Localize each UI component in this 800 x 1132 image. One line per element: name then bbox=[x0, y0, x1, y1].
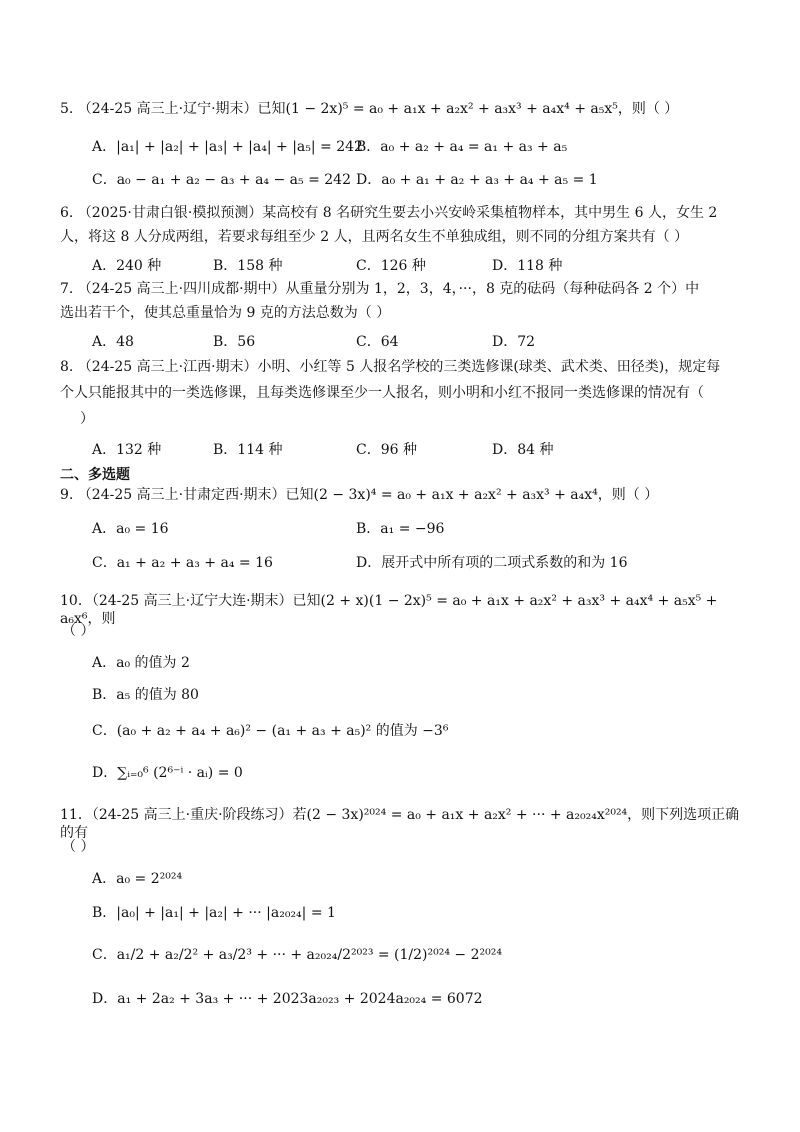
q7-stem-line1: 7. （24-25 高三上·四川成都·期中）从重量分别为 1，2，3，4，···，8 克的砝码（每种砝码各 2 个）中 bbox=[60, 281, 700, 297]
q11-option-b: B．|a₀| + |a₁| + |a₂| + ··· |a₂₀₂₄| = 1 bbox=[92, 905, 336, 921]
q8-stem-line2: 个人只能报其中的一类选修课，且每类选修课至少一人报名，则小明和小红不报同一类选修课的情况有（ bbox=[60, 385, 704, 401]
q9-option-d: D．展开式中所有项的二项式系数的和为 16 bbox=[356, 555, 628, 571]
q11-option-d: D．a₁ + 2a₂ + 3a₃ + ··· + 2023a₂₀₂₃ + 2024a₂₀₂₄ = 6072 bbox=[92, 991, 483, 1007]
q10-option-b: B．a₅ 的值为 80 bbox=[92, 687, 199, 703]
q11-option-a: A．a₀ = 2²⁰²⁴ bbox=[92, 871, 183, 887]
q6-option-c: C．126 种 bbox=[356, 258, 426, 274]
q5-option-d: D．a₀ + a₁ + a₂ + a₃ + a₄ + a₅ = 1 bbox=[356, 172, 598, 188]
section-title-multiple-choice: 二、多选题 bbox=[60, 467, 130, 483]
q5-option-c: C．a₀ − a₁ + a₂ − a₃ + a₄ − a₅ = 242 bbox=[92, 172, 351, 188]
q5-option-a: A．|a₁| + |a₂| + |a₃| + |a₄| + |a₅| = 242 bbox=[92, 139, 363, 155]
q6-option-a: A．240 种 bbox=[92, 258, 162, 274]
q6-stem-line2: 人，将这 8 人分成两组，若要求每组至少 2 人，且两名女生不单独成组，则不同的分组方案共有（ ） bbox=[60, 229, 689, 245]
q10-stem-line1: 10．（24-25 高三上·辽宁大连·期末）已知(2 + x)(1 − 2x)⁵ = a₀ + a₁x + a₂x² + a₃x³ + a₄x⁴ + a₅x⁵ + a₆x⁶，则 bbox=[60, 593, 718, 628]
q5-option-b: B．a₀ + a₂ + a₄ = a₁ + a₃ + a₅ bbox=[356, 139, 568, 155]
q7-option-d: D．72 bbox=[492, 334, 536, 350]
q8-stem-line3: ） bbox=[80, 411, 94, 427]
q11-stem-line1: 11．（24-25 高三上·重庆·阶段练习）若(2 − 3x)²⁰²⁴ = a₀ + a₁x + a₂x² + ··· + a₂₀₂₄x²⁰²⁴，则下列选项正确的有 bbox=[60, 807, 740, 842]
q9-stem: 9. （24-25 高三上·甘肃定西·期末）已知(2 − 3x)⁴ = a₀ + a₁x + a₂x² + a₃x³ + a₄x⁴，则（ ） bbox=[60, 487, 659, 503]
q6-option-b: B．158 种 bbox=[213, 258, 283, 274]
q10-option-d: D．∑ᵢ₌₀⁶ (2⁶⁻ⁱ · aᵢ) = 0 bbox=[92, 765, 243, 781]
q7-option-c: C．64 bbox=[356, 334, 399, 350]
q7-option-a: A．48 bbox=[92, 334, 134, 350]
q11-option-c: C．a₁/2 + a₂/2² + a₃/2³ + ··· + a₂₀₂₄/2²⁰²³ = (1/2)²⁰²⁴ − 2²⁰²⁴ bbox=[92, 947, 502, 963]
q9-option-a: A．a₀ = 16 bbox=[92, 521, 169, 537]
q6-option-d: D．118 种 bbox=[492, 258, 563, 274]
q10-option-a: A．a₀ 的值为 2 bbox=[92, 655, 190, 671]
q8-option-a: A．132 种 bbox=[92, 442, 162, 458]
q10-stem-line2: （ ） bbox=[62, 623, 95, 639]
q6-stem-line1: 6. （2025·甘肃白银·模拟预测）某高校有 8 名研究生要去小兴安岭采集植物样本，其中男生 6 人，女生 2 bbox=[60, 205, 718, 221]
q10-option-c: C．(a₀ + a₂ + a₄ + a₆)² − (a₁ + a₃ + a₅)² 的值为 −3⁶ bbox=[92, 723, 449, 739]
q5-stem: 5. （24-25 高三上·辽宁·期末）已知(1 − 2x)⁵ = a₀ + a₁x + a₂x² + a₃x³ + a₄x⁴ + a₅x⁵，则（ ） bbox=[60, 101, 679, 117]
q11-stem-line2: （ ） bbox=[62, 839, 95, 855]
q8-stem-line1: 8. （24-25 高三上·江西·期末）小明、小红等 5 人报名学校的三类选修课(球类、武术类、田径类)，规定每 bbox=[60, 359, 721, 375]
q8-option-c: C．96 种 bbox=[356, 442, 417, 458]
q8-option-b: B．114 种 bbox=[213, 442, 283, 458]
q9-option-b: B．a₁ = −96 bbox=[356, 521, 445, 537]
q9-option-c: C．a₁ + a₂ + a₃ + a₄ = 16 bbox=[92, 555, 273, 571]
q7-stem-line2: 选出若干个，使其总重量恰为 9 克的方法总数为（ ） bbox=[60, 305, 391, 321]
q7-option-b: B．56 bbox=[213, 334, 256, 350]
q8-option-d: D．84 种 bbox=[492, 442, 554, 458]
